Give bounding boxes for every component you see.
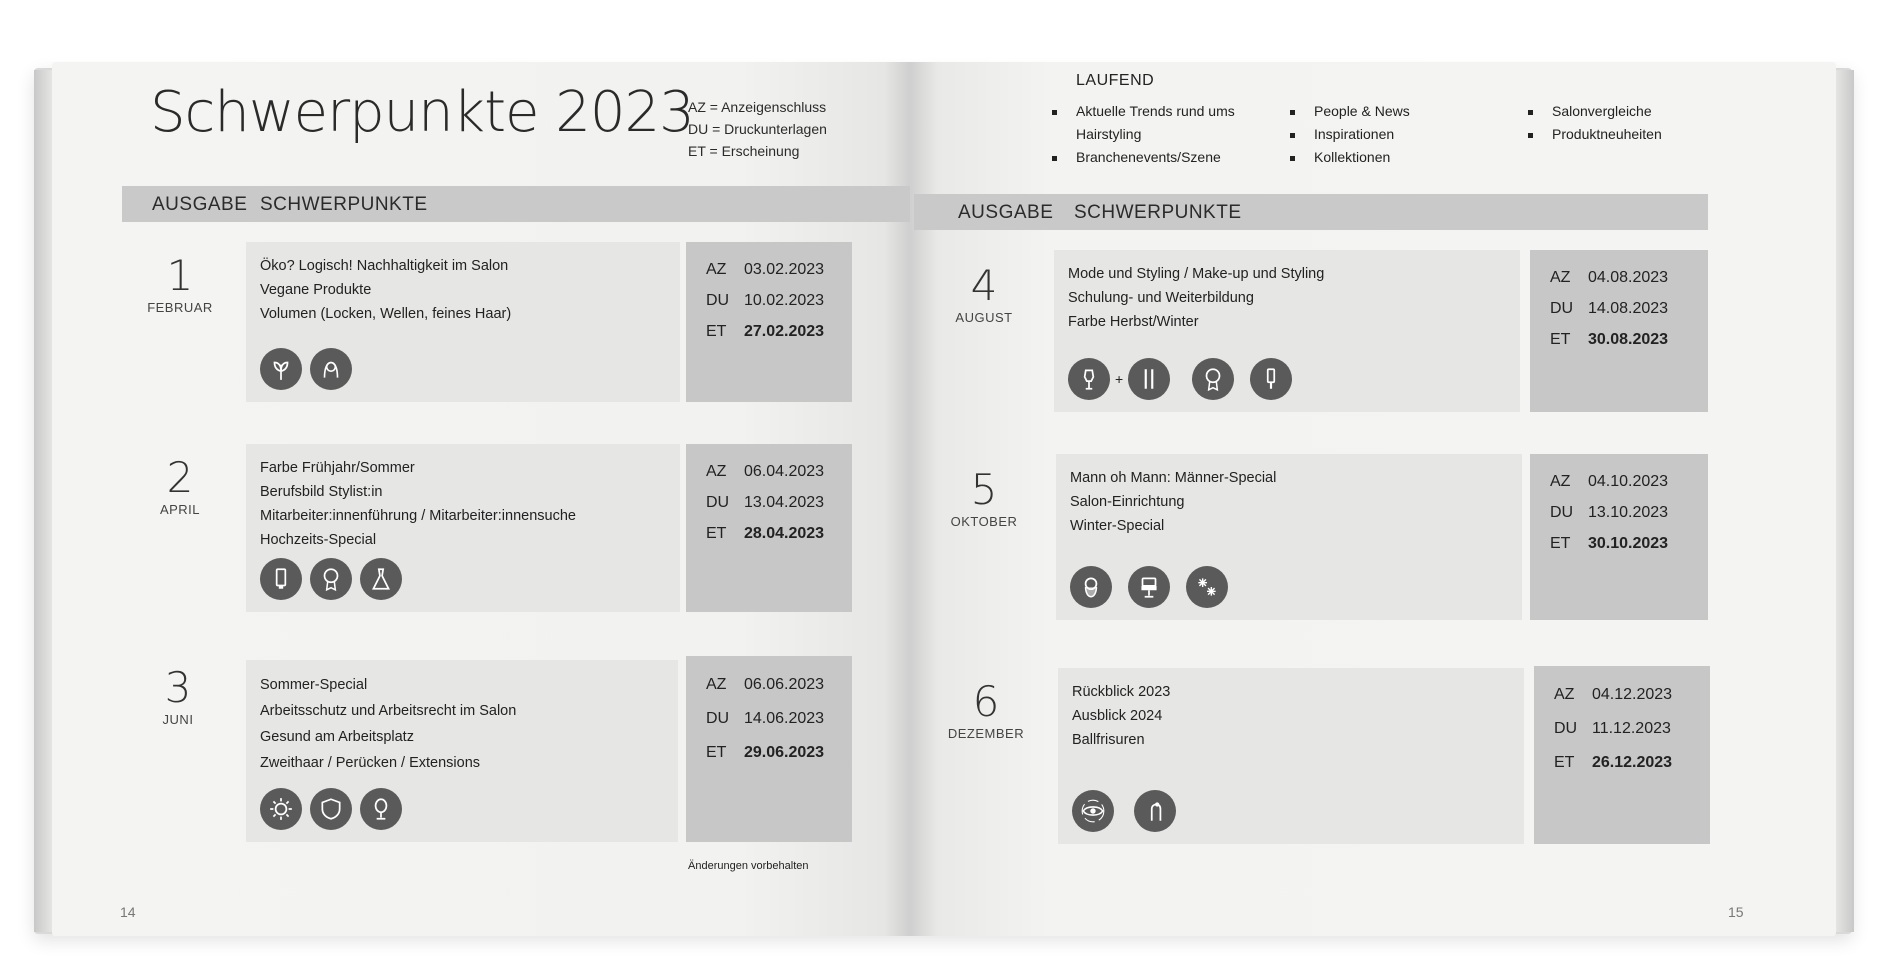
issue-4-dates: [1530, 250, 1708, 412]
abbreviation-legend: [688, 96, 827, 162]
topic-line: Mann oh Mann: Männer-Special: [1070, 470, 1277, 486]
date-az: 03.02.2023: [744, 260, 825, 278]
header-ausgabe: AUSGABE: [958, 202, 1054, 223]
laufend-item: Aktuelle Trends rund ums: [1050, 100, 1235, 123]
issue-4-label: [934, 261, 1034, 325]
label-az: AZ: [706, 462, 727, 480]
date-az: 04.12.2023: [1592, 686, 1673, 703]
laufend-item: Kollektionen: [1288, 146, 1410, 169]
award-scissors-icon: [310, 558, 352, 600]
topic-line: Volumen (Locken, Wellen, feines Haar): [260, 306, 512, 322]
topic-line: Schulung- und Weiterbildung: [1068, 290, 1254, 306]
topic-line: Hochzeits-Special: [260, 532, 377, 548]
topic-line: Zweithaar / Perücken / Extensions: [260, 755, 481, 771]
plus-symbol: +: [1115, 371, 1124, 387]
issue-3-label: [128, 663, 228, 727]
label-du: DU: [1550, 503, 1574, 521]
topic-line: Mitarbeiter:innenführung / Mitarbeiter:innensuche: [260, 508, 576, 524]
topic-line: Ballfrisuren: [1072, 732, 1145, 748]
issue-number: 4: [970, 261, 998, 310]
issue-3-dates: [686, 656, 852, 842]
page-number-right: 15: [1728, 904, 1744, 920]
issue-number: 5: [970, 465, 998, 514]
color-tube-icon: [260, 558, 302, 600]
date-az: 06.04.2023: [744, 462, 825, 480]
issue-month: APRIL: [159, 502, 201, 517]
issue-month: FEBRUAR: [147, 300, 213, 315]
issue-5-dates: [1530, 454, 1708, 620]
issue-month: DEZEMBER: [947, 726, 1025, 741]
date-et: 28.04.2023: [744, 524, 825, 542]
laufend-item: Produktneuheiten: [1526, 123, 1662, 146]
leaf-icon: [260, 348, 302, 390]
issue-month: AUGUST: [955, 310, 1013, 325]
makeup-brush-icon: [1128, 358, 1170, 400]
topic-line: Gesund am Arbeitsplatz: [260, 729, 414, 745]
date-du: 14.06.2023: [744, 710, 825, 727]
label-az: AZ: [706, 676, 727, 693]
topic-line: Berufsbild Stylist:in: [260, 484, 383, 500]
wedding-dress-icon: [360, 558, 402, 600]
laufend-item: Inspirationen: [1288, 123, 1410, 146]
laufend-item: Salonvergleiche: [1526, 100, 1662, 123]
laufend-title: LAUFEND: [1076, 72, 1155, 89]
label-et: ET: [706, 322, 727, 340]
laufend-item: Branchenevents/Szene: [1050, 146, 1235, 169]
topic-line: Farbe Frühjahr/Sommer: [260, 460, 415, 476]
salon-chair-icon: [1128, 566, 1170, 608]
date-du: 10.02.2023: [744, 291, 825, 309]
table-header-right: [914, 194, 1708, 230]
topic-line: Rückblick 2023: [1072, 684, 1171, 700]
shield-icon: [310, 788, 352, 830]
issue-5-label: [934, 465, 1034, 529]
date-az: 04.08.2023: [1588, 268, 1669, 286]
date-az: 06.06.2023: [744, 676, 825, 693]
label-et: ET: [706, 744, 727, 761]
legend-az: AZ = Anzeigenschluss: [688, 99, 827, 115]
topic-line: Mode und Styling / Make-up und Styling: [1068, 266, 1325, 282]
topic-line: Vegane Produkte: [260, 282, 372, 298]
issue-6-label: [936, 677, 1036, 741]
issue-2-topics: [246, 444, 680, 612]
eye-rotate-icon: [1072, 790, 1114, 832]
issue-1-topics: [246, 242, 680, 402]
topic-line: Arbeitsschutz und Arbeitsrecht im Salon: [260, 703, 517, 719]
issue-5-topics: [1056, 454, 1522, 620]
laufend-list-2: [1288, 100, 1410, 169]
book-edge-left: [34, 70, 54, 932]
date-du: 11.12.2023: [1592, 720, 1671, 737]
issue-month: JUNI: [162, 712, 194, 727]
updo-profile-icon: [1134, 790, 1176, 832]
sun-icon: [260, 788, 302, 830]
label-du: DU: [1550, 299, 1574, 317]
topic-line: Winter-Special: [1070, 518, 1165, 534]
date-et: 27.02.2023: [744, 322, 825, 340]
bearded-man-icon: [1070, 566, 1112, 608]
topic-line: Farbe Herbst/Winter: [1068, 314, 1199, 330]
laufend-item: People & News: [1288, 100, 1410, 123]
topic-line: Sommer-Special: [260, 677, 368, 693]
topic-line: Öko? Logisch! Nachhaltigkeit im Salon: [260, 258, 509, 274]
page-title: Schwerpunkte 2023: [150, 80, 694, 145]
header-schwerpunkte: SCHWERPUNKTE: [260, 194, 428, 215]
label-du: DU: [1554, 720, 1578, 737]
issue-2-label: [130, 453, 230, 517]
dress-form-icon: [1068, 358, 1110, 400]
date-et: 30.10.2023: [1588, 534, 1669, 552]
date-et: 30.08.2023: [1588, 330, 1669, 348]
page-number-left: 14: [120, 904, 136, 920]
label-du: DU: [706, 710, 730, 727]
date-az: 04.10.2023: [1588, 472, 1669, 490]
label-et: ET: [1554, 754, 1575, 771]
curly-hair-icon: [310, 348, 352, 390]
issue-4-topics: [1054, 250, 1520, 412]
issue-6-dates: [1534, 666, 1710, 844]
issue-3-topics: [246, 660, 678, 842]
date-du: 13.04.2023: [744, 493, 825, 511]
label-az: AZ: [1550, 268, 1571, 286]
laufend-list-1: [1050, 100, 1235, 169]
topic-line: Salon-Einrichtung: [1070, 494, 1185, 510]
table-header-left: [122, 186, 910, 222]
issue-1-label: [130, 251, 230, 315]
footnote: Änderungen vorbehalten: [688, 860, 809, 872]
label-du: DU: [706, 493, 730, 511]
issue-number: 3: [164, 663, 192, 712]
label-et: ET: [706, 524, 727, 542]
laufend-item: Hairstyling: [1076, 126, 1142, 142]
date-du: 13.10.2023: [1588, 503, 1669, 521]
laufend-list-3: [1526, 100, 1662, 146]
label-et: ET: [1550, 330, 1571, 348]
book-edge-right: [1834, 70, 1854, 932]
issue-month: OKTOBER: [950, 514, 1018, 529]
issue-6-topics: [1058, 668, 1524, 844]
color-brush-icon: [1250, 358, 1292, 400]
label-du: DU: [706, 291, 730, 309]
header-ausgabe: AUSGABE: [152, 194, 248, 215]
issue-2-dates: [686, 444, 852, 612]
snowflakes-icon: [1186, 566, 1228, 608]
legend-du: DU = Druckunterlagen: [688, 121, 827, 137]
issue-number: 6: [972, 677, 1000, 726]
label-az: AZ: [1550, 472, 1571, 490]
label-et: ET: [1550, 534, 1571, 552]
date-et: 26.12.2023: [1592, 754, 1673, 771]
legend-et: ET = Erscheinung: [688, 143, 800, 159]
date-du: 14.08.2023: [1588, 299, 1669, 317]
issue-number: 2: [166, 453, 194, 502]
label-az: AZ: [1554, 686, 1575, 703]
award-scissors-icon: [1192, 358, 1234, 400]
topic-line: Ausblick 2024: [1072, 708, 1163, 724]
wig-stand-icon: [360, 788, 402, 830]
header-schwerpunkte: SCHWERPUNKTE: [1074, 202, 1242, 223]
label-az: AZ: [706, 260, 727, 278]
date-et: 29.06.2023: [744, 744, 825, 761]
issue-number: 1: [166, 251, 194, 300]
issue-1-dates: [686, 242, 852, 402]
